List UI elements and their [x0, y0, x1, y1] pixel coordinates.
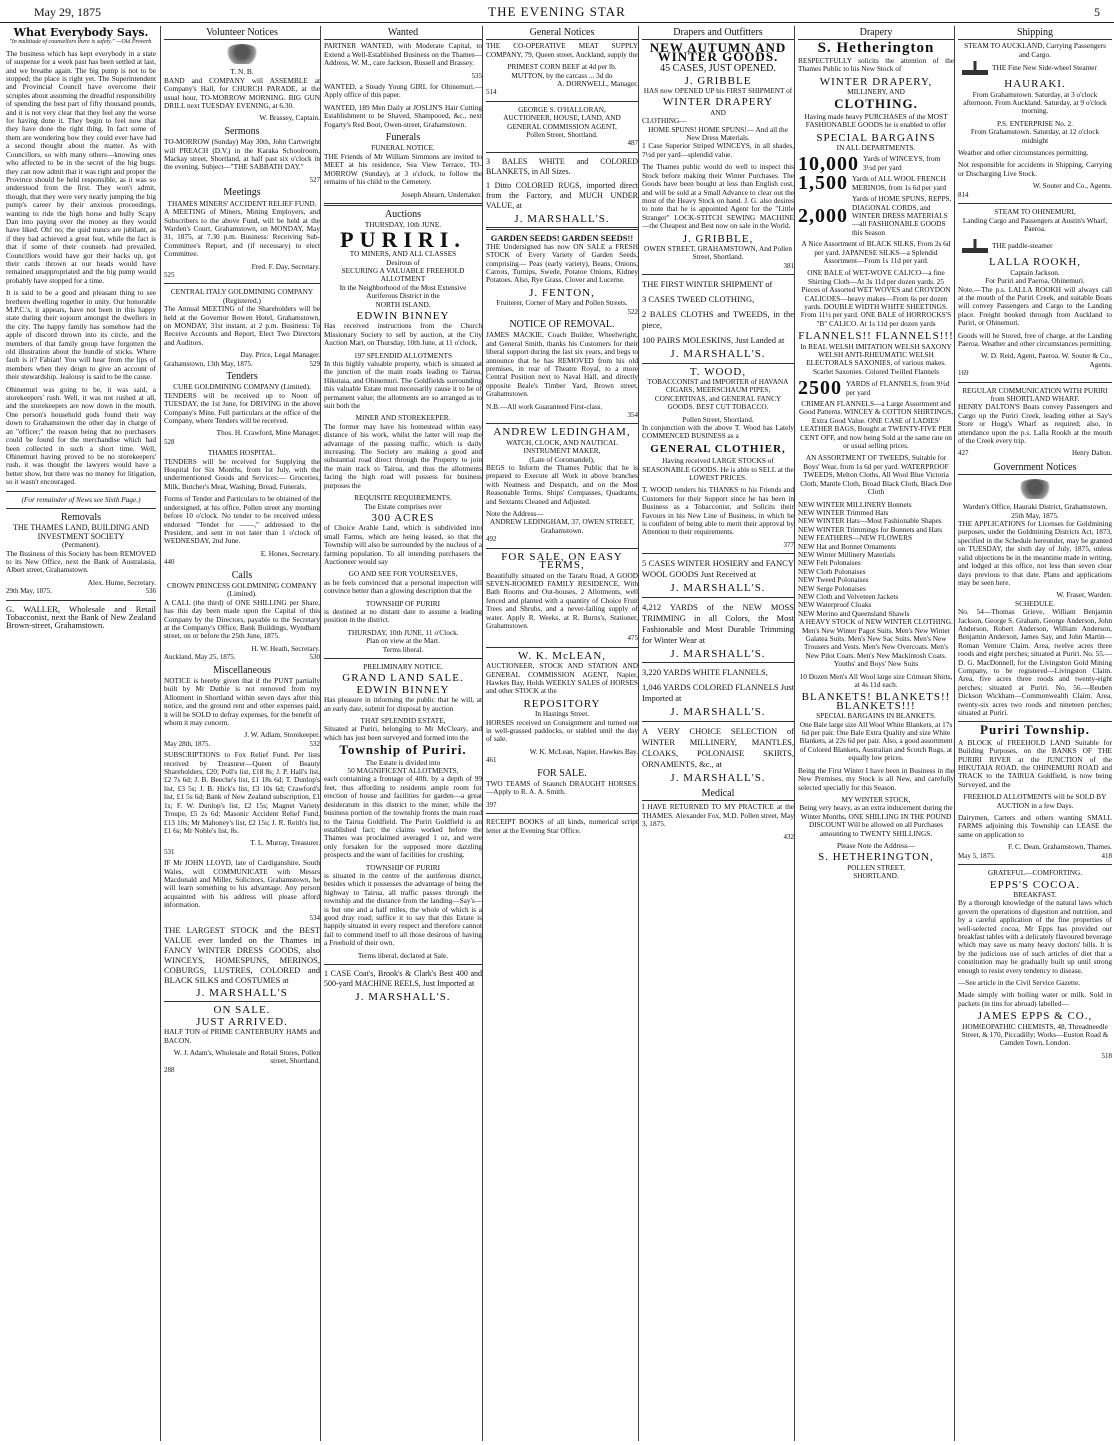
colored-flannels-ad: 1,046 YARDS COLORED FLANNELS Just Imported at: [642, 682, 794, 704]
coop-line: MUTTON, by the carcass ... 3d do: [511, 70, 613, 80]
auction-line: The Estate is divided into: [365, 757, 441, 767]
marshall-label: J. MARSHALL'S.: [355, 991, 451, 1003]
new-item: NEW WINTER Hats—Most Fashionable Shapes: [798, 516, 942, 526]
subscriptions-text: SUBSCRIPTIONS to Fox Relief Fund. Per lists received by Treasurer—Queen of Beauty Shareholders, £20; Poll's list, £18 8s; J. P. Hall's list, £2 7s 6d; J. B. Beeche's list, £1 18s 6d; T. Dunlop's list, £3 5s; J. B. Hick's list, £3 10s 6d; Crawford's list, £1 5s 6d; Bank of New Zealand subscription, £1 1s; F. W. Dunlop's list, £2 15s; Magnet Variety Troupe, £5 2s 6d; Masonic Accident Relief Fund, £13 10s; Mr Mahoney's list, £2 15s; J. R. Reith's list, £1 6s; Mr Noble's list, 8s.: [164, 750, 320, 835]
column-shipping: Shipping STEAM TO AUCKLAND, Carrying Passengers and Cargo. THE Fine New Side-wheel Steamer HAURAKI. From Grahamstown. Saturday, at 3 o'clock afternoon. From Auckland. Saturday, at 9 o'clock morning. P.S. ENTERPRISE No. 2. From Grahamstown. Saturday, at 12 o'clock midnight Weather and other circumstances permitting. Not responsible for accidents in Shipping, Carrying or Discharging Live Stock. W. Souter and Co., Agents. 814 STEAM TO OHINEMURI, Landing Cargo and Passengers at Austin's Wharf, Paeroa. THE paddle-steamer LALLA ROOKH, Captain Jackson. For Puriri and Paeroa, Ohinemuri. Note.—The p.s. LALLA ROOKH will always call at the mouth of the Puriri Creek, and suitable Boats will convey Passengers and Cargo to the Landing place. Freight booked through from Auckland to Puriri, or Ohinemuri. Goods will be Stored, free of charge, at the Landing Paeroa. Weather and other circumstances permitting. W. D. Reid, Agent, Paeroa. W. Souter & Co., Agents. 169 REGULAR COMMUNICATION WITH PURIRI from SHORTLAND WHARF. HENRY DALTON'S Boats convey Passengers and Cargo up the Puriri Creek, leading either at Say's Store or Hogg's Wharf as required; also, in attendance upon the p.s. Lalla Rookh at the mouth of the Creek every trip. 427 Henry Dalton. Government Notices Warden's Office, Hauraki District, Grahamstown, 25th May, 1875. THE APPLICATIONS for Licenses for Goldmining purposes, under the Goldmining Districts Act, 1873, specified in the Schedule hereunder, may be granted on TUESDAY, the sixth day of July, 1875, unless valid objections be in the meantime made in writing, and lodged at this office, not less than seven clear days previous to that date. Plans and applications may be seen here. W. Fraser, Warden. SCHEDULE. No. 54—Thomas Grieve, William Benjamin Jackson, George S. Graham, George Anderson, John Anderson, Robert Anderson, William Anderson, Benjamin Anderson, James Say, and John Martin—Roman Venture Claim. Area, twelve acres three roods and eight perches; situated at Puriri. No. 55.—D. G. MacDonnell, for the Livingston Gold Mining Company, to be registered—Livingston Claim. Area, five acres three roods and twenty-eight perches; situated at Puriri. No. 56.—Reuben Dickson Wickham—Commonwealth Claim. Area, twenty-six acres two roods and nineteen perches; situated at Puriri. Puriri Township. A BLOCK of FREEHOLD LAND Suitable for Building Purposes, on the BANKS OF THE PURIRI RIVER at the JUNCTION of the HIKUTAIA ROAD, the OHINEMURI ROAD and TRACK to the TAIRUA Goldfield, is now being Surveyed, and the FREEHOLD ALLOTMENTS will be SOLD BY AUCTION in a few Days. Dairymen, Carters and others wanting SMALL FARMS adjoining this Township can LEASE the same on application to F. C. Dean, Grahamstown, Thames. May 5, 1875. 418 GRATEFUL—COMFORTING. EPPS'S COCOA. BREAKFAST. By a thorough knowledge of the natural laws which govern the operations of digestion and nutrition, and by a careful application of the fine properties of well-selected cocoa, Mr Epps has provided our breakfast tables with a delicately flavoured beverage which may save us many heavy doctors' bills. It is by the judicious use of such articles of diet that a constitution may be gradually built up until strong enough to resist every tendency to disease. —See article in the Civil Service Gazette. Made simply with boiling water or milk. Sold in packets (in tins for abroad) labelled— JAMES EPPS & CO., HOMŒOPATHIC CHEMISTS, 48, Threadneedle Street, & 170, Piccadilly; Works—Euston Road & Camden Town, London. 518: [954, 26, 1112, 1441]
special-bargains: SPECIAL BARGAINS: [816, 131, 936, 144]
hospital-title: THAMES HOSPITAL.: [207, 448, 277, 458]
issue-date: May 29, 1875: [34, 5, 101, 19]
masthead: [0, 0, 1114, 23]
blankets-ad: 3 BALES WHITE and COLORED BLANKETS, in All Sizes.: [486, 156, 638, 176]
fox-notice: I HAVE RETURNED TO MY PRACTICE at the THAMES. Alexander Fox, M.D. Pollen street, May 3, 1875.: [642, 802, 794, 829]
miners-text: A MEETING of Miners, Mining Employers, and Subscribers to the above Fund, will be held at the Warden's Court, Grahamstown, on MONDAY, May 31, 1875, at 7.30 p.m. Business: Receiving Sub-Committee's Report, and (if necessary) to elect Committee.: [164, 207, 320, 259]
crown-signature: H. W. Heath, Secretary.: [251, 643, 320, 653]
cure-text: TENDERS will be received up to Noon of TUESDAY, the 1st June, for DRIVING in the above Company's Mine. Full particulars at the office of the Company, where Tenders will be received.: [164, 390, 320, 426]
funeral-title: FUNERAL NOTICE.: [371, 143, 435, 153]
regular-communication: REGULAR COMMUNICATION WITH PURIRI from SHORTLAND WHARF.: [962, 385, 1108, 403]
epps-text: By a thorough knowledge of the natural laws which govern the operations of digestion and nutrition, and by a careful application of the fine properties of well-selected cocoa, Mr Epps has provided our breakfast tables with a delicately flavoured beverage which may save us many heavy doctors' bills. It is by the judicious use of such articles of diet that a constitution may be gradually built up until strong enough to resist every tendency to disease.: [958, 898, 1112, 975]
ledingham-text: BEGS to Inform the Thames Public that he is prepared to Execute all Work in above branches with Neatness and Despatch, and on the Most Reasonable Terms. Ships' Compasses, Quadrants, and Sextants Cleaned and Adjusted.: [486, 463, 638, 506]
mackie-note: N.B.—All work Guaranteed First-class.: [486, 401, 603, 411]
repository-address: In Hastings Street.: [534, 709, 590, 719]
ledingham-trade: WATCH, CLOCK, AND NAUTICAL INSTRUMENT MAKER,: [506, 437, 618, 456]
marshall-label: J. MARSHALL'S.: [670, 706, 766, 719]
flannels-text: In REAL WELSH IMITATION WELSH SAXONY WELSH ANTI-RHEUMATIC WELSH ELECTORALS SAXONIES, of various makes. Scarlet Saxonies. Colored Twilled Flannels: [800, 341, 952, 376]
shirts-text: 10 Dozen Men's All Wool large size Crimean Shirts, at 4s 11d each.: [799, 671, 953, 690]
autumn-heading: NEW AUTUMN AND WINTER GOODS.: [649, 40, 787, 64]
column-drapers: Drapers and Outfitters NEW AUTUMN AND WINTER GOODS. 45 CASES, JUST OPENED. J. GRIBBLE HAS now OPENED UP his FIRST SHIPMENT of WINTER DRAPERY AND CLOTHING— HOME SPUNS! HOME SPUNS!— And all the New Dress Materials. 1 Case Superior Striped WINCEYS, in all shades, 7½d per yard—splendid value. The Thames public would do well to inspect this Stock before making their Winter Purchases. The Goods have been bought at less than English cost, and will be sold at a Small Advance to clear out the most of the Heavy Stock on hand. J. G. also desires to note that he is appointed Agent for the "Little Stranger" LOCK-STITCH SEWING MACHINE —the Cheapest and Best now on sale in the World. J. GRIBBLE, OWEN STREET, GRAHAMSTOWN, And Pollen Street, Shortland. 381 THE FIRST WINTER SHIPMENT of 3 CASES TWEED CLOTHING, 2 BALES CLOTHS and TWEEDS, in the piece, 100 PAIRS MOLESKINS, Just Landed at J. MARSHALL'S. T. WOOD, TOBACCONIST and IMPORTER of HAVANA CIGARS, MEERSCHAUM PIPES, CONCERTINAS, and GENERAL FANCY GOODS. BEST CUT TOBACCO. Pollen Street, Shortland. In conjunction with the above T. Wood has Lately COMMENCED BUSINESS as a GENERAL CLOTHIER, Having received LARGE STOCKS of SEASONABLE GOODS. He is able to SELL at the LOWEST PRICES. T. WOOD tenders his THANKS to his Friends and Customers for their Support since he has been in Business as a Tobacconist, and Solicits their Favours in his New Line of Business, in which he is confident of being able to merit their approval by Attention to their requirements. 377 5 CASES WINTER HOSIERY and FANCY WOOL GOODS Just Received at J. MARSHALL'S. 4,212 YARDS of the NEW MOSS TRIMMING in all Colors, the Most Fashionable and Most Durable Trimming for Winter Wear at J. MARSHALL'S. 3,220 YARDS WHITE FLANNELS, 1,046 YARDS COLORED FLANNELS Just Imported at J. MARSHALL'S. A VERY CHOICE SELECTION of WINTER MILLINERY, MANTLES, CLOAKS, POLONAISE SKIRTS, ORNAMENTS, &c., at J. MARSHALL'S. Medical I HAVE RETURNED TO MY PRACTICE at the THAMES. Alexander Fox, M.D. Pollen street, May 3, 1875. 432: [638, 26, 794, 1441]
funeral-signature: Joseph Ahearn, Undertaker.: [401, 189, 482, 199]
fenton-name: J. FENTON,: [529, 286, 595, 299]
puriri-township-heading: Puriri Township.: [980, 722, 1090, 738]
new-item: NEW Serge Polonaises: [798, 583, 866, 593]
society-subtitle: (Permanent).: [62, 540, 100, 550]
reels-ad: 1 CASE Coat's, Brook's & Clark's Best 400 and 500-yard MACHINE REELS, Just Imported at: [324, 969, 482, 988]
column-general-notices: General Notices THE CO-OPERATIVE MEAT SUPPLY COMPANY, 79, Queen street, Auckland, supply the PRIMEST CORN BEEF at 4d per lb. MUTTON, by the carcass ... 3d do A. DORNWELL, Manager. 514 GEORGE S. O'HALLORAN, AUCTIONEER, HOUSE, LAND, AND GENERAL COMMISSION AGENT, Pollen Street, Shortland. 487 3 BALES WHITE and COLORED BLANKETS, in All Sizes. 1 Ditto COLORED RUGS, imported direct from the Factory, and MUCH UNDER VALUE, at J. MARSHALL'S. GARDEN SEEDS! GARDEN SEEDS!! THE Undersigned has now ON SALE a FRESH STOCK of Every Variety of Garden Seeds, comprising— Peas (early variety), Beans, Onions, Carrots, Turnips, Swede, Potatoe Onions, Kidney Potatoes. Also, Rye Grass, Clover and Lucerne. J. FENTON, Fruiterer, Corner of Mary and Pollen Streets. 522 NOTICE OF REMOVAL. JAMES MACKIE, Coach Builder, Wheelwright, and General Smith, thanks his Customers for their liberal support during the last six years, and begs to announce that he has REMOVED from his old premises, in rear of Theatre Royal, to a more Central Position next to Naval Hall, and directly opposite Beale's Timber Yard, Brown street, Grahamstown. N.B.—All work Guaranteed First-class. 354 ANDREW LEDINGHAM, WATCH, CLOCK, AND NAUTICAL INSTRUMENT MAKER, (Late of Coromandel), BEGS to Inform the Thames Public that he is prepared to Execute all Work in above branches with Neatness and Despatch, and on the Most Reasonable Terms. Ships' Compasses, Quadrants, and Sextants Cleaned and Adjusted. Note the Address— ANDREW LEDINGHAM, 37, OWEN STREET, Grahamstown. 492 FOR SALE, ON EASY TERMS, Beautifully situated on the Tararu Road, A GOOD SEVEN-ROOMED FAMILY RESIDENCE, With Bath Rooms and Out-houses, 2 Allotments, well fenced and planted with a quantity of Choice Fruit Trees and Shrubs, and a never-failing supply of water. Apply R. Weeks, at R. Burns's, Stationer, Grahamstown. 475 W. K. McLEAN, AUCTIONEER, STOCK AND STATION AND GENERAL COMMISSION AGENT, Napier, Hawkes Bay, Holds WEEKLY SALES of HORSES and other STOCK at the REPOSITORY In Hastings Street. HORSES received on Consignment and turned out in well-grassed paddocks, or stabled until the day of sale. W. K. McLean, Napier, Hawkes Bay. 461 FOR SALE. TWO TEAMS of Staunch DRAUGHT HORSES.—Apply to R. A. A. Smith. 397 RECEIPT BOOKS of all kinds, numerical script letter at the Evening Star Office.: [482, 26, 638, 1441]
shortland: SHORTLAND.: [853, 871, 899, 881]
crown-title: CROWN PRINCESS GOLDMINING COMPANY (Limited).: [167, 580, 317, 599]
allotments-text: In this highly valuable property, which is situated at the junction of the main roads leading to Tairua, Hikutaia, and Ohinemuri. The Goldfields surrounding this valuable Estate must necessarily cause it to be of permanent value; the allotments are so arranged as to suit both the: [324, 359, 482, 411]
new-item: NEW Cloth and Velveteen Jackets: [798, 591, 899, 601]
note-address: Please Note the Address—: [836, 840, 916, 850]
homeopathic-chemists: HOMŒOPATHIC CHEMISTS, 48, Threadneedle Street, & 170, Piccadilly; Works—Euston Road & Camden Town, London.: [961, 1021, 1109, 1048]
society-signature: Alex. Hume, Secretary.: [87, 577, 156, 587]
column-notices: Volunteer Notices T. N. B. BAND and COMPANY will ASSEMBLE at Company's Hall, for CHURCH PARADE, at the usual hour, TO-MORROW MORNING. BIG GUN DRILL next TUESDAY EVENING, at 6.30. W. Brassey, Captain. Sermons TO-MORROW (Sunday) May 30th, John Cartwright will PREACH (D.V.) in the Karaka Schoolroom, Mackay street, Shortland, at half past six o'clock in the evening. Subject—"THE SABBATH DAY." 527 Meetings THAMES MINERS' ACCIDENT RELIEF FUND. A MEETING of Miners, Mining Employers, and Subscribers to the above Fund, will be held at the Warden's Court, Grahamstown, on MONDAY, May 31, 1875, at 7.30 p.m. Business: Receiving Sub-Committee's Report, and (if necessary) to elect Committee. Fred. F. Day, Secretary. 525 CENTRAL ITALY GOLDMINING COMPANY (Registered.) The Annual MEETING of the Shareholders will be held at the Governor Bowen Hotel, Grahamstown, on MONDAY, 31st instant, at 2 p.m. Business: To Receive Accounts and Report, Elect Two Directors and Auditors. Day. Price, Legal Manager. Grahamstown, 13th May, 1875. 529 Tenders CURE GOLDMINING COMPANY (Limited). TENDERS will be received up to Noon of TUESDAY, the 1st June, for DRIVING in the above Company's Mine. Full particulars at the office of the Company, where Tenders will be received. Thos. H. Crawford, Mine Manager. 528 THAMES HOSPITAL. TENDERS will be received for Supplying the Hospital for Six Months, from 1st July, with the undermentioned Goods and Services:— Groceries, Milk, Butcher's Meat, Washing, Bread, Funerals. Forms of Tender and Particulars to be obtained of the undersigned, at his office, Pollen street any morning before 10 o'clock. No tender to be received unless endorsed "Tender for ——," addressed to the President, and sent in not later than 1 o'clock of WEDNESDAY, 2nd June. E. Hones, Secretary. 440 Calls CROWN PRINCESS GOLDMINING COMPANY (Limited). A CALL (the third) of ONE SHILLING per Share, has this day been made upon the Capital of this Company by the Directors, payable to the Secretary at the Company's Office, Bank Buildings, Wyndham street, on or before the 25th June, 1875. H. W. Heath, Secretary. Auckland, May 25, 1875. 530 Miscellaneous NOTICE is hereby given that if the PUNT partially built by Mr Duthie is not removed from my Allotment in Shortland within seven days after this notice, and the ground rent and other expenses paid, it will be SOLD to defray expenses, for the benefit of whom it may concern. J. W. Adlam, Storekeeper. May 28th, 1875. 532 SUBSCRIPTIONS to Fox Relief Fund. Per lists received by Treasurer—Queen of Beauty Shareholders, £20; Poll's list, £18 8s; J. P. Hall's list, £2 7s 6d; J. B. Beeche's list, £1 18s 6d; T. Dunlop's list, £3 5s; J. B. Hick's list, £3 10s 6d; Crawford's list, £1 5s 6d; Bank of New Zealand subscription, £1 1s; F. W. Dunlop's list, £2 15s; Magnet Variety Troupe, £5 2s 6d; Masonic Accident Relief Fund, £13 10s; Mr Mahoney's list, £2 15s; J. R. Reith's list, £1 6s; Mr Noble's list, 8s. T. L. Murray, Treasurer. 531 IF Mr JOHN LLOYD, late of Cardiganshire, South Wales, will COMMUNICATE with Messrs Macdonald and Miller, Solicitors, Grahamstown, he will learn something to his advantage. Any person acquainted with his address will please afford information. 534 THE LARGEST STOCK and the BEST VALUE ever landed on the Thames in FANCY WINTER DRESS GOODS, also WINCEYS, HOMESPUNS, MERINOS, COBURGS, LUSTRES, COLORED and BLACK SILKS and COSTUMES at J. MARSHALL'S ON SALE. JUST ARRIVED. HALF TON of PRIME CANTERBURY HAMS and BACON. W. J. Adam's, Wholesale and Retail Stores, Pollen street, Shortland. 288: [160, 26, 320, 1441]
italy-title: CENTRAL ITALY GOLDMINING COMPANY (Registered.): [170, 287, 314, 305]
editorial-body-3: Ohinemuri was going to be, it was said, a storekeepers' rush. Well, it was not rushed at all, and the storekeepers are now down in the mouth. One person's household gods found their way down to Grahamstown the other day in charge of an "officer;" the reason being that no purchasers could be found for the merchandise which had been collected in such a short time. Well, Ohinemuri having proved to be no storekeepers' rush, it was thought the lawyers would have a better show, but there was no money for litigation, so it wasn't encouraged.: [6, 384, 156, 487]
auction-line: NORTH ISLAND.: [375, 299, 431, 309]
james-epps: JAMES EPPS & CO.,: [977, 1010, 1093, 1023]
ledingham-note: Note the Address—: [486, 509, 544, 519]
cure-signature: Thos. H. Crawford, Mine Manager.: [216, 428, 320, 438]
miners-signature: Fred. F. Day, Secretary.: [251, 261, 320, 271]
royal-crest-icon: [224, 44, 260, 64]
hams-signature: W. J. Adam's, Wholesale and Retail Stores, Pollen street, Shortland.: [173, 1048, 320, 1066]
teams-ad: TWO TEAMS of Staunch DRAUGHT HORSES.—Apply to R. A. A. Smith.: [486, 779, 638, 797]
lalla-stored: Goods will be Stored, free of charge, at the Landing Paeroa. Weather and other circumstances permitting.: [958, 330, 1112, 348]
dean-signature: F. C. Dean, Grahamstown, Thames.: [1007, 842, 1112, 852]
hosiery-ad: 5 CASES WINTER HOSIERY and FANCY WOOL GOODS Just Received at: [642, 558, 794, 580]
auction-text: The former may have his homestead within easy distance of his work, whilst the latter will reap the advantage of the passing traffic, which is daily increasing. The Society are making a good and substantial road direct through the Property to join the main track to Tairua, and thus the allotments facing the high road will possess for business purposes the: [324, 421, 482, 490]
marshall-label: J. MARSHALL'S.: [670, 647, 766, 660]
auction-text: as he feels convinced that a personal inspection will convince better than a glowing description that the: [324, 577, 482, 596]
hauraki-name: HAURAKI.: [1004, 78, 1066, 91]
tenders-heading: Tenders: [226, 371, 258, 382]
marshall-label: J. MARSHALL'S.: [670, 771, 766, 784]
new-items-list: [798, 501, 954, 619]
steamer-icon: [962, 61, 988, 75]
drapery-header: Drapery: [798, 29, 954, 40]
schedule-heading: SCHEDULE.: [1015, 598, 1055, 608]
new-item: NEW Felt Polonaises: [798, 558, 861, 568]
all-departments: IN ALL DEPARTMENTS.: [836, 143, 916, 153]
auction-line: TOWNSHIP OF PURIRI: [365, 598, 441, 608]
column-drapery: [794, 26, 954, 1441]
gribble-name: J. GRIBBLE: [684, 74, 752, 87]
for-sale-text: Beautifully situated on the Tararu Road, A GOOD SEVEN-ROOMED FAMILY RESIDENCE, With Bath Rooms and Out-houses, 2 Allotments, well fenced and planted with a quantity of Choice Fruit Trees and Shrubs, and a never-failing supply of water. Apply R. Weeks, at R. Burns's, Stationer, Grahamstown.: [486, 570, 638, 630]
auction-line: TO MINERS, AND ALL CLASSES: [349, 249, 457, 259]
cure-title: CURE GOLDMINING COMPANY (Limited).: [173, 382, 311, 392]
warden-office: Warden's Office, Hauraki District, Grahamstown, 25th May, 1875.: [962, 502, 1108, 520]
lalla-captain: Captain Jackson.: [1010, 267, 1060, 277]
wanted-header: Wanted: [324, 29, 482, 40]
partner-ad: PARTNER WANTED, with Moderate Capital, to Extend a Well-Established Business on the Thames—Address, W. M., care Jackson, Russell and Brassey.: [324, 41, 482, 68]
auction-text: is destined at no distant date to assume a leading position in the district.: [324, 606, 482, 625]
largest-stock-ad: THE LARGEST STOCK and the BEST VALUE ever landed on the Thames in FANCY WINTER DRESS GOODS, also WINCEYS, HOMESPUNS, MERINOS, COBURGS, LUSTRES, COLORED and BLACK SILKS and COSTUMES at: [164, 924, 320, 985]
auction-text: Situated at Puriri, belonging to Mr McCleary, and which has just been surveyed and formed into the: [324, 724, 482, 742]
gribble-line: WINTER DRAPERY: [662, 96, 774, 109]
tnb-label: T. N. B.: [230, 67, 254, 77]
garden-seeds-heading: GARDEN SEEDS! GARDEN SEEDS!!: [490, 233, 634, 244]
binney-name: EDWIN BINNEY: [356, 683, 450, 696]
for-sale-heading: FOR SALE, ON EASY TERMS,: [501, 550, 623, 572]
dairymen-text: Dairymen, Carters and others wanting SMALL FARMS adjoining this Township can LEASE the same on application to: [958, 813, 1112, 839]
new-item: NEW WINTER MILLINERY Bonnets: [798, 499, 912, 509]
binney-text: Has received instructions from the Church Missionary Society to sell by auction, at the City Auction Mart, on Thursday, 10th June, at 11 o'clock,: [324, 321, 482, 348]
general-notices-header: General Notices: [486, 29, 638, 40]
band-notice: BAND and COMPANY will ASSEMBLE at Company's Hall, for CHURCH PARADE, at the usual hour, TO-MORROW MORNING. BIG GUN DRILL next TUESDAY EVENING, at 6.30.: [164, 75, 320, 111]
discount-text: Being very heavy, as an extra inducement during the Winter Months, ONE SHILLING IN THE POUND DISCOUNT Will be allowed on all Purchases amounting to TWENTY SHILLINGS.: [799, 803, 953, 838]
clothier-heading: GENERAL CLOTHIER,: [650, 442, 786, 455]
waller-ad: G. WALLER, Wholesale and Retail Tobacconist, next the Bank of New Zealand Brown-street, Grahamstown.: [6, 603, 156, 631]
ohalloran-name: GEORGE S. O'HALLORAN,: [518, 104, 606, 114]
on-sale-label: ON SALE.: [213, 1004, 271, 1017]
new-item: NEW WINTER Trimmings for Bonnets and Hats: [798, 524, 943, 534]
shipping-header: Shipping: [958, 29, 1112, 40]
hetherington-name: S. Hetherington: [817, 40, 935, 57]
ship-row: [958, 59, 1112, 77]
volunteer-notices-header: Volunteer Notices: [164, 29, 320, 40]
sermons-heading: Sermons: [224, 125, 260, 137]
auction-line: Plan on view at the Mart.: [366, 636, 440, 646]
misc-signature: J. W. Adlam, Storekeeper.: [244, 730, 320, 740]
wincey-line: 1 Case Superior Striped WINCEYS, in all shades, 7½d per yard—splendid value.: [642, 141, 794, 159]
crown-text: A CALL (the third) of ONE SHILLING per Share, has this day been made upon the Capital of this Company by the Directors, payable to the Secretary at the Company's Office, Bank Buildings, Wyndham street, on or before the 25th June, 1875.: [164, 597, 320, 641]
marshall-label: J. MARSHALL'S.: [514, 212, 610, 225]
hams-ad: HALF TON of PRIME CANTERBURY HAMS and BACON.: [164, 1027, 320, 1045]
auction-line: 50 MAGNIFICENT ALLOTMENTS,: [347, 766, 459, 776]
mackie-text: JAMES MACKIE, Coach Builder, Wheelwright, and General Smith, thanks his Customers for their liberal support during the last six years, and begs to announce that he has REMOVED from his old premises, in rear of Theatre Royal, to a more Central Position next to Naval Hall, and directly opposite Beale's Timber Yard, Brown street, Grahamstown.: [486, 330, 638, 399]
dalton-text: HENRY DALTON'S Boats convey Passengers and Cargo up the Puriri Creek, leading either at Say's Store or Hogg's Wharf as required; also, in attendance upon the p.s. Lalla Rookh at the mouth of the Creek every trip.: [958, 402, 1112, 446]
gribble-line: AND: [710, 107, 726, 117]
fraser-signature: W. Fraser, Warden.: [1056, 590, 1112, 600]
misc-text: NOTICE is hereby given that if the PUNT partially built by Mr Duthie is not removed from my Allotment in Shortland within seven days after this notice, and the ground rent and other expenses paid, it will be SOLD to defray expenses, for the benefit of whom it may concern.: [164, 676, 320, 728]
editorial-motto: "In multitude of counsellors there is safety." —Old Proverb.: [9, 39, 153, 46]
hetherington-text: Having made heavy PURCHASES of the MOST FASHIONABLE GOODS he is enabled to offer: [804, 111, 948, 130]
garden-seeds-text: THE Undersigned has now ON SALE a FRESH STOCK of Every Variety of Garden Seeds, comprising— Peas (early variety), Beans, Onions, Carrots, Turnips, Swede, Potatoe Onions, Kidney Potatoes. Also, Rye Grass, Clover and Lucerne.: [486, 241, 638, 285]
flannels-heading: FLANNELS!! FLANNELS!!!: [798, 330, 954, 343]
marshall-label: J. MARSHALL'S.: [670, 582, 766, 595]
gribble-text: The Thames public would do well to inspect this Stock before making their Winter Purchases. The Goods have been bought at less than English cost, and will be sold at a Small Advance to clear out the most of the Heavy Stock on hand. J. G. also desires to note that he is appointed Agent for the "Little Stranger" LOCK-STITCH SEWING MACHINE —the Cheapest and Best now on sale in the World.: [642, 162, 794, 231]
auction-line: In the Neighborhood of the Most Extensive Auriferous District in the: [339, 282, 467, 301]
funeral-text: THE Friends of Mr William Simmons are invited to MEET at his residence, Sea View Terrace, TO-MORROW (Sunday), at 3 o'clock, to follow the remains of his child to the Cemetery.: [324, 151, 482, 187]
divider: [6, 508, 156, 509]
gribble-line: CLOTHING—: [642, 116, 687, 126]
mclean-signature: W. K. McLean, Napier, Hawkes Bay.: [529, 746, 638, 756]
calls-heading: Calls: [231, 569, 253, 581]
civil-service: —See article in the Civil Service Gazette.: [958, 977, 1081, 987]
grand-sale: GRAND LAND SALE.: [342, 672, 464, 685]
new-item: NEW WINTER Trimmed Hats: [798, 507, 889, 517]
drapers-header: Drapers and Outfitters: [642, 29, 794, 40]
enterprise-times: From Grahamstown. Saturday, at 12 o'clock midnight: [970, 127, 1100, 145]
moss-trimming-ad: 4,212 YARDS of the NEW MOSS TRIMMING in all Colors, the Most Fashionable and Most Durable Trimming for Winter Wear at: [642, 601, 794, 645]
puriri-heading: PURIRI.: [340, 226, 466, 252]
auction-line: REQUISITE REQUIREMENTS.: [354, 493, 452, 503]
grateful-comforting: GRATEFUL—COMFORTING.: [987, 868, 1083, 878]
auction-line: TOWNSHIP OF PURIRI: [365, 862, 441, 872]
auctions-heading: Auctions: [384, 208, 422, 220]
ledingham-name: ANDREW LEDINGHAM,: [493, 426, 631, 439]
hauraki-times: From Grahamstown. Saturday, at 3 o'clock afternoon. From Auckland. Saturday, at 9 o'clock morning.: [963, 89, 1107, 116]
gribble-address: OWEN STREET, GRAHAMSTOWN, And Pollen Street, Shortland.: [643, 243, 793, 262]
hospital-signature: E. Hones, Secretary.: [260, 548, 320, 558]
meetings-heading: Meetings: [223, 187, 261, 199]
enterprise-name: P.S. ENTERPRISE No. 2.: [996, 118, 1074, 128]
for-sale-heading-2: FOR SALE.: [537, 767, 587, 779]
divider: [6, 491, 156, 492]
wood-trade: TOBACCONIST and IMPORTER of HAVANA CIGARS, MEERSCHAUM PIPES, CONCERTINAS, and GENERAL FANCY GOODS. BEST CUT TOBACCO.: [647, 376, 789, 412]
just-arrived-label: JUST ARRIVED.: [196, 1015, 288, 1028]
epps-cocoa: EPPS'S COCOA.: [989, 878, 1081, 891]
new-item: NEW Winter Millinery Materials: [798, 549, 895, 559]
breakfast: BREAKFAST.: [1013, 889, 1057, 899]
barber-ad: WANTED, 189 Men Daily at JOSLIN'S Hair Cutting Establishment to be Shaved, Shampooed, &c., next Fogarty's Red Boot, Owen-street, Grahamstown.: [324, 102, 482, 129]
new-item: NEW FEATHERS—NEW FLOWERS: [798, 533, 913, 543]
acres-text: of Choice Arable Land, which is subdivided into small Farms, which are being leased, so that the Township will also be surrounded by the nucleus of a farming population. To all intending purchasers the Auctioneer would say: [324, 523, 482, 566]
moleskins-line: 100 PAIRS MOLESKINS, Just Landed at: [642, 335, 785, 346]
removal-heading: NOTICE OF REMOVAL.: [509, 318, 615, 330]
ledingham-late: (Late of Coromandel),: [529, 454, 595, 464]
schedule-text: No. 54—Thomas Grieve, William Benjamin Jackson, George S. Graham, George Anderson, John Anderson, Robert Anderson, William Anderson, Benjamin Anderson, James Say, and John Martin—Roman Venture Claim. Area, twelve acres three roods and eight perches; situated at Puriri. No. 55.—D. G. MacDonnell, for the Livingston Gold Mining Company, to be registered—Livingston Claim. Area, five acres three roods and twenty-eight perches; situated at Puriri. No. 56.—Reuben Dickson Wickham—Commonwealth Claim. Area, twenty-six acres two roods and nineteen perches; situated at Puriri.: [958, 607, 1112, 717]
tweed-line: 3 CASES TWEED CLOTHING,: [642, 294, 755, 305]
ohinemuri-text: Landing Cargo and Passengers at Austin's Wharf, Paeroa.: [962, 215, 1108, 233]
removals-heading: Removals: [61, 511, 101, 523]
pollen-street: POLLEN STREET,: [847, 862, 905, 872]
hospital-text: TENDERS will be received for Supplying the Hospital for Six Months, from 1st July, with the undermentioned Goods and Services:— Groceries, Milk, Butcher's Meat, Washing, Bread, Funerals.: [164, 456, 320, 491]
applications-text: THE APPLICATIONS for Licenses for Goldmining purposes, under the Goldmining Districts Act, 1873, specified in the Schedule hereunder, may be granted on TUESDAY, the sixth day of July, 1875, unless valid objections be in the meantime made in writing, and lodged at this office, not less than seven clear days previous to that date. Plans and applications may be seen here.: [958, 519, 1112, 587]
marshall-label: J. MARSHALL'S: [196, 986, 288, 999]
hetherington-line: WINTER DRAPERY,: [819, 75, 933, 88]
binney-name: EDWIN BINNEY: [356, 309, 450, 322]
gribble-line: HAS now OPENED UP his FIRST SHIPMENT of: [643, 86, 793, 96]
page-number: 5: [1094, 5, 1100, 19]
royal-crest-icon: [1017, 479, 1053, 499]
auction-line: THURSDAY, 10th JUNE, 11 o'Clock.: [347, 627, 459, 637]
cases-opened: 45 CASES, JUST OPENED.: [660, 63, 776, 75]
funerals-heading: Funerals: [385, 132, 421, 144]
souter-agents: W. Souter and Co., Agents.: [1032, 181, 1112, 191]
lalla-note: Note.—The p.s. LALLA ROOKH will always call at the mouth of the Puriri Creek, and suitable Boats will convey Passengers and Cargo to the Landing place. Freight booked through from Auckland to Puriri, or Ohinemuri.: [958, 284, 1112, 328]
divider: [6, 600, 156, 601]
government-notices-header: Government Notices: [958, 464, 1112, 475]
reid-agents: W. D. Reid, Agent, Paeroa. W. Souter & Co., Agents.: [980, 351, 1112, 369]
new-item: NEW Tweed Polonaises: [798, 575, 869, 585]
hetherington-name-2: S. HETHERINGTON,: [818, 851, 934, 864]
auction-line: GO AND SEE FOR YOURSELVES,: [348, 569, 458, 579]
auction-line: MINER AND STOREKEEPER.: [355, 413, 451, 423]
wood-address: Pollen Street, Shortland.: [682, 414, 754, 424]
bargain-row: 2500 YARDS of FLANNELS, from 9½d per yard: [798, 377, 950, 400]
crimean-text: CRIMEAN FLANNELS—a Large Assortment and Good Patterns. WINCEY & COTTON SHIRTINGS, Extra Good Value. ONE CASE of LADIES' LEATHER BAGS, Bought at TWENTY-FIVE PER CENT OFF, and now being Sold at the same rate on or usual selling prices.: [798, 399, 954, 451]
weather-line: Weather and other circumstances permitting.: [958, 148, 1089, 158]
bales-line: 2 BALES CLOTHS and TWEEDS, in the piece,: [642, 309, 794, 331]
ship-row: [958, 237, 1112, 255]
ledingham-address: ANDREW LEDINGHAM, 37, OWEN STREET, Grahamstown.: [489, 517, 635, 535]
bargain-row: 2,000 Yards of HOME SPUNS, REPPS, DIAGONAL CORDS, and WINTER DRESS MATERIALS—all FASHIONABLE GOODS this Season: [798, 194, 952, 237]
italy-signature: Day. Price, Legal Manager.: [240, 350, 320, 360]
wood-text: In conjunction with the above T. Wood has Lately COMMENCED BUSINESS as a: [642, 423, 794, 441]
auction-line: SECURING A VALUABLE FREEHOLD ALLOTMENT: [341, 265, 465, 284]
lalla-intro: THE paddle-steamer: [992, 241, 1053, 251]
auction-text: each containing a frontage of 40ft. by a depth of 99 feet, thus affording to residents ample room for erection of house and facilities for garden—a great desideratum in this district to the miner, while the business portion of the township fronts the main road to the Tairua Goldfield. The Puriri Goldfield is an established fact; the claims worked before the Thames was proclaimed averaged 1 oz, and were only forsaken for the supposed more dazzling prospects and the want of facilities for crushing.: [324, 774, 482, 860]
new-item: NEW Merino and Queensland Shawls: [798, 608, 910, 618]
auction-line: Terms liberal, declared at Sale.: [357, 950, 449, 960]
hetherington-line: CLOTHING.: [834, 96, 918, 112]
marshall-label: J. MARSHALL'S.: [670, 348, 766, 361]
wood-thanks: T. WOOD tenders his THANKS to his Friends and Customers for their Support since he has been in Business as a Tobacconist, and Solicits their Favours in his New Line of Business, in which he is confident of being able to merit their approval by Attention to their requirements.: [642, 485, 794, 537]
ad-footer: 29th May, 1875. 536: [6, 587, 156, 596]
girl-ad: WANTED, a Steady Young GIRL for Ohinemuri.—Apply office of this paper.: [324, 82, 482, 100]
blankets-text: One Bale large size All Wool White Blankets, at 17s 6d per pair. One Bale Extra Quality and size White Blankets, at 22s 6d per pair. Also, a good assortment of Colored Blankets, Australian and Scotch Rugs, at equally low prices.: [799, 719, 953, 763]
steam-ohinemuri: STEAM TO OHINEMURI,: [994, 207, 1076, 217]
band-signature: W. Brassey, Captain.: [259, 113, 320, 123]
auction-line: The Estate comprises over: [364, 501, 442, 511]
steam-auckland: STEAM TO AUCKLAND, Carrying Passengers and Cargo.: [964, 41, 1106, 59]
new-item: NEW Waterproof Cloaks: [798, 600, 872, 610]
rugs-ad: 1 Ditto COLORED RUGS, imported direct from the Factory, and MUCH UNDER VALUE, at: [486, 180, 638, 210]
tweeds-text: AN ASSORTMENT OF TWEEDS, Suitable for Boys' Wear, from 1s 6d per yard. WATERPROOF TWEEDS, Melton Cloths, All Wool Blue Victoria Cloth, Mantle Cloth, Broad Black Cloth, Black Doe Cloth: [800, 453, 952, 497]
ohalloran-text: AUCTIONEER, HOUSE, LAND, AND GENERAL COMMISSION AGENT,: [503, 113, 621, 131]
new-item: NEW Cloth Polonaises: [798, 566, 866, 576]
auction-line: Terms liberal.: [382, 644, 424, 654]
wood-name: T. WOOD,: [689, 365, 747, 378]
society-title: THE THAMES LAND, BUILDING AND INVESTMENT SOCIETY: [12, 523, 150, 541]
my-stock: MY WINTER STOCK,: [841, 794, 911, 804]
white-flannels-ad: 3,220 YARDS WHITE FLANNELS,: [642, 667, 768, 678]
lloyd-notice: IF Mr JOHN LLOYD, late of Cardiganshire, South Wales, will COMMUNICATE with Messrs Macdonald and Miller, Solicitors, Grahamstown, he will learn something to his advantage. Any person acquainted with his address will please afford information.: [164, 858, 320, 910]
auction-line: Desirous of: [386, 257, 420, 267]
calico-text: ONE BALE of WET-WOVE CALICO—a fine Shirting Cloth—At 3s 11d per dozen yards. 25 Pieces of Assorted WET WOVES and CROYDON CALICOES—heavy makes—From 6s per dozen yards. DOUBLE WIDTH WHITE SHEETINGS. From 11½ per yard. ONE BALE of HORROCKS'S "B" CALICO. At 1s 11d per dozen yards: [800, 268, 952, 328]
mclean-name: W. K. McLEAN,: [517, 649, 607, 662]
editorial-body-2: It is said to be a good and pleasant thing to see brethren dwelling together in unity. Our honorable M.P.C.'s, it appears, have not been in this happy state during their sojourn amongst the dwellers in the city. The happy family has somehow had the apple of discord thrown into its circle, and the members of that family group have forgotten the old illustration about the bundle of sticks. Where fault is it? Fabian! You will hear from the lips of members when they deign to give an account of their stewardship. Jealousy is said to be the cause.: [6, 288, 156, 382]
mclean-text: AUCTIONEER, STOCK AND STATION AND GENERAL COMMISSION AGENT, Napier, Hawkes Bay, Holds WEEKLY SALES of HORSES and other STOCK at the: [486, 661, 638, 696]
italy-text: The Annual MEETING of the Shareholders will be held at the Governor Bowen Hotel, Grahamstown, on MONDAY, 31st instant, at 2 p.m. Business: To Receive Accounts and Report, Elect Two Directors and Auditors.: [164, 304, 320, 347]
prelim-notice: PRELIMINARY NOTICE.: [363, 662, 443, 671]
misc-heading: Miscellaneous: [213, 664, 271, 676]
millinery-ad: A VERY CHOICE SELECTION of WINTER MILLINERY, MANTLES, CLOAKS, POLONAISE SKIRTS, ORNAMENTS, &c., at: [642, 725, 794, 769]
miners-title: THAMES MINERS' ACCIDENT RELIEF FUND.: [167, 198, 317, 208]
editorial-title: What Everybody Says.: [13, 26, 149, 39]
blankets-heading: BLANKETS! BLANKETS!! BLANKETS!!!: [801, 691, 951, 712]
heavy-stock-text: A HEAVY STOCK of NEW WINTER CLOTHING. Men's New Winter Pagot Suits. Men's New Winter Galatea Suits. Men's New Sac Suits. Men's New Trousers and Vests. Men's New Overcoats. Men's New Pilot Coats. Men's New Mackintosh Coats. Youths' and Boys' New Suits: [799, 617, 953, 669]
blanket-bargains: SPECIAL BARGAINS IN BLANKETS.: [816, 711, 936, 721]
being-text: Being the First Winter I have been in Business in the New Premises, my Stock is all New, and carefully selected specially for this Season.: [798, 765, 954, 792]
society-text: The Business of this Society has been REMOVED to its New Office, next the Bank of Australasia, Albert street, Grahamstown.: [6, 548, 156, 575]
editorial-body: The business which has kept everybody in a state of suspense for a week past has been settled at last, and we breathe again. The big pump is not to be stopped; the place is right yet. The Superintendent and Provincial Council have overcome their scruples about assuming the dreadful responsibility of spending the best part of fifty thousand pounds, and it is not very clear that they feel any the worse for having done it. They begin to feel now that they have done the right thing. In fact some of them are wondering how they could ever have had a second thought about the matter. As with Councillors, so with many others—knowing ones who affected to be in the secret of the big bugs: they can now admit that it was right and proper the Province should be held responsible, as it was so understood from the first. They won't admit, though, that they were very nearly jumping the big pump's career by their anxious proceedings, wanting to ride the high horse and bully Scapy Dan into paying over the money as they would have liked. Oh! no; the quid nuncs are jubilant, as if they had achieved a great feat, while the fact is that if some of their counsels had prevailed, Councillors would have got their backs up, got their cards thrown at our heads would have remained unappropriated and the big pump would probably have stopped for a time.: [6, 48, 156, 285]
first-shipment: THE FIRST WINTER SHIPMENT of: [642, 279, 773, 290]
hetherington-intro: RESPECTFULLY solicits the attention of the Thames Public to his New Stock of: [798, 55, 954, 74]
receipt-books-ad: RECEIPT BOOKS of all kinds, numerical script letter at the Evening Star Office.: [486, 817, 638, 835]
auction-text: Has pleasure in informing the public that he will, at an early date, submit for disposal by auction: [324, 695, 482, 713]
auction-text: is situated in the centre of the auriferous district, besides which it possesses the advantage of being the highway to Tairua, all traffic passes through the township and the distance from the landing—Say's—is but one and a half miles, the whole of which is a good dray road; suffice it to say that this Estate is happily situated in every respect and therefore cannot fail to commend itself to all those desirous of having a Freehold of their own.: [324, 870, 482, 948]
column-editorial: [6, 26, 156, 1441]
news-footnote: (For remainder of News see Sixth Page.): [21, 494, 141, 504]
sermon-notice: TO-MORROW (Sunday) May 30th, John Cartwright will PREACH (D.V.) in the Karaka Schoolroom, Mackay street, Shortland, at half past six o'clock in the evening. Subject—"THE SABBATH DAY.": [164, 137, 320, 172]
new-item: NEW Hat and Bonnet Ornaments: [798, 541, 896, 551]
lalla-name: LALLA ROOKH,: [988, 256, 1082, 269]
made-simply: Made simply with boiling water or milk. Sold in packets (in tins for abroad) labelled—: [958, 990, 1112, 1008]
ohalloran-address: Pollen Street, Shortland.: [526, 130, 598, 140]
auction-line: THAT SPLENDID ESTATE,: [360, 716, 446, 726]
medical-header: Medical: [642, 790, 794, 801]
lalla-route: For Puriri and Paeroa, Ohinemuri.: [985, 276, 1085, 286]
township-heading: Township of Puriri.: [339, 742, 467, 758]
responsibility-line: Not responsible for accidents in Shipping, Carrying or Discharging Live Stock.: [958, 160, 1112, 178]
coop-line: PRIMEST CORN BEEF at 4d per lb.: [507, 62, 617, 72]
clothier-text: Having received LARGE STOCKS of SEASONABLE GOODS. He is able to SELL at the LOWEST PRICES.: [642, 456, 794, 483]
freehold-text: FREEHOLD ALLOTMENTS will be SOLD BY AUCTION in a few Days.: [963, 792, 1107, 810]
mclean-text-2: HORSES received on Consignment and turned out in well-grassed paddocks, or stabled until the day of sale.: [486, 717, 638, 744]
steamer-icon: [962, 239, 988, 253]
fenton-address: Fruiterer, Corner of Mary and Pollen Streets.: [496, 298, 628, 308]
column-wanted-auctions: Wanted PARTNER WANTED, with Moderate Capital, to Extend a Well-Established Business on the Thames—Address, W. M., care Jackson, Russell and Brassey. 535 WANTED, a Steady Young GIRL for Ohinemuri.—Apply office of this paper. WANTED, 189 Men Daily at JOSLIN'S Hair Cutting Establishment to be Shaved, Shampooed, &c., next Fogarty's Red Boot, Owen-street, Grahamstown. Funerals FUNERAL NOTICE. THE Friends of Mr William Simmons are invited to MEET at his residence, Sea View Terrace, TO-MORROW (Sunday), at 3 o'clock, to follow the remains of his child to the Cemetery. Joseph Ahearn, Undertaker. Auctions THURSDAY, 10th JUNE. PURIRI. TO MINERS, AND ALL CLASSES Desirous of SECURING A VALUABLE FREEHOLD ALLOTMENT In the Neighborhood of the Most Extensive Auriferous District in the NORTH ISLAND. EDWIN BINNEY Has received instructions from the Church Missionary Society to sell by auction, at the City Auction Mart, on Thursday, 10th June, at 11 o'clock, 197 SPLENDID ALLOTMENTS In this highly valuable property, which is situated at the junction of the main roads leading to Tairua, Hikutaia, and Ohinemuri. The Goldfields surrounding this valuable Estate must necessarily cause it to be of permanent value; the allotments are so arranged as to suit both the MINER AND STOREKEEPER. The former may have his homestead within easy distance of his work, whilst the latter will reap the advantage of the passing traffic, which is daily increasing. The Society are making a good and substantial road direct through the Property to join the main track to Tairua, and thus the allotments facing the high road will possess for business purposes the REQUISITE REQUIREMENTS. The Estate comprises over 300 ACRES of Choice Arable Land, which is subdivided into small Farms, which are being leased, so that the Township will also be surrounded by the nucleus of a farming population. To all intending purchasers the Auctioneer would say GO AND SEE FOR YOURSELVES, as he feels convinced that a personal inspection will convince better than a glowing description that the TOWNSHIP OF PURIRI is destined at no distant date to assume a leading position in the district. THURSDAY, 10th JUNE, 11 o'Clock. Plan on view at the Mart. Terms liberal. PRELIMINARY NOTICE. GRAND LAND SALE. EDWIN BINNEY Has pleasure in informing the public that he will, at an early date, submit for disposal by auction THAT SPLENDID ESTATE, Situated at Puriri, belonging to Mr McCleary, and which has just been surveyed and formed into the Township of Puriri. The Estate is divided into 50 MAGNIFICENT ALLOTMENTS, each containing a frontage of 40ft. by a depth of 99 feet, thus affording to residents ample room for erection of house and facilities for garden—a great desideratum in this district to the miner, while the business portion of the township fronts the main road to the Tairua Goldfield. The Puriri Goldfield is an established fact; the claims worked before the Thames was proclaimed averaged 1 oz, and were only forsaken for the supposed more dazzling prospects and the want of facilities for crushing. TOWNSHIP OF PURIRI is situated in the centre of the auriferous district, besides which it possesses the advantage of being the highway to Tairua, all traffic passes through the township and the distance from the landing—Say's—is but one and a half miles, the whole of which is a good dray road; suffice it to say that this Estate is happily situated in every respect and therefore cannot fail to commend itself to all those desirous of having a Freehold of their own. Terms liberal, declared at Sale. 1 CASE Coat's, Brook's & Clark's Best 400 and 500-yard MACHINE REELS, Just Imported at J. MARSHALL'S.: [320, 26, 482, 1441]
newspaper-title: THE EVENING STAR: [488, 4, 626, 19]
gribble-line: HOME SPUNS! HOME SPUNS!— And all the New Dress Materials.: [648, 124, 788, 143]
bargain-row: 10,000 Yards of WINCEYS, from 3½d per yard: [798, 152, 941, 175]
silks-text: A Nice Assortment of BLACK SILKS, From 2s 6d per yard. JAPANESE SILKS—a Splendid Assortment—From 1s 11d per yard.: [801, 239, 951, 265]
coop-signature: A. DORNWELL, Manager.: [557, 79, 638, 89]
gribble-name-2: J. GRIBBLE,: [682, 232, 754, 245]
acres-line: 300 ACRES: [371, 511, 435, 524]
hospital-text-2: Forms of Tender and Particulars to be obtained of the undersigned, at his office, Pollen street any morning before 10 o'clock. No tender to be received unless endorsed "Tender for ——," addressed to the President, and sent in not later than 1 o'clock of WEDNESDAY, 2nd June.: [164, 494, 320, 546]
block-text: A BLOCK of FREEHOLD LAND Suitable for Building Purposes, on the BANKS OF THE PURIRI RIVER at the JUNCTION of the HIKUTAIA ROAD, the OHINEMURI ROAD and TRACK to the TAIRUA Goldfield, is now being Surveyed, and the: [958, 737, 1112, 789]
bargain-row: 1,500 Yards of ALL WOOL FRENCH MERINOS, from 1s 6d per yard: [798, 172, 947, 195]
repository-label: REPOSITORY: [523, 697, 601, 710]
coop-ad: THE CO-OPERATIVE MEAT SUPPLY COMPANY, 79, Queen street, Auckland, supply the: [486, 41, 638, 59]
allotments-line: 197 SPLENDID ALLOTMENTS: [353, 350, 453, 360]
auction-date: THURSDAY, 10th JUNE.: [364, 220, 442, 230]
hetherington-line: MILLINERY, AND: [847, 87, 905, 97]
subscriptions-signature: T. L. Murray, Treasurer.: [250, 838, 320, 848]
hauraki-intro: THE Fine New Side-wheel Steamer: [992, 63, 1097, 73]
